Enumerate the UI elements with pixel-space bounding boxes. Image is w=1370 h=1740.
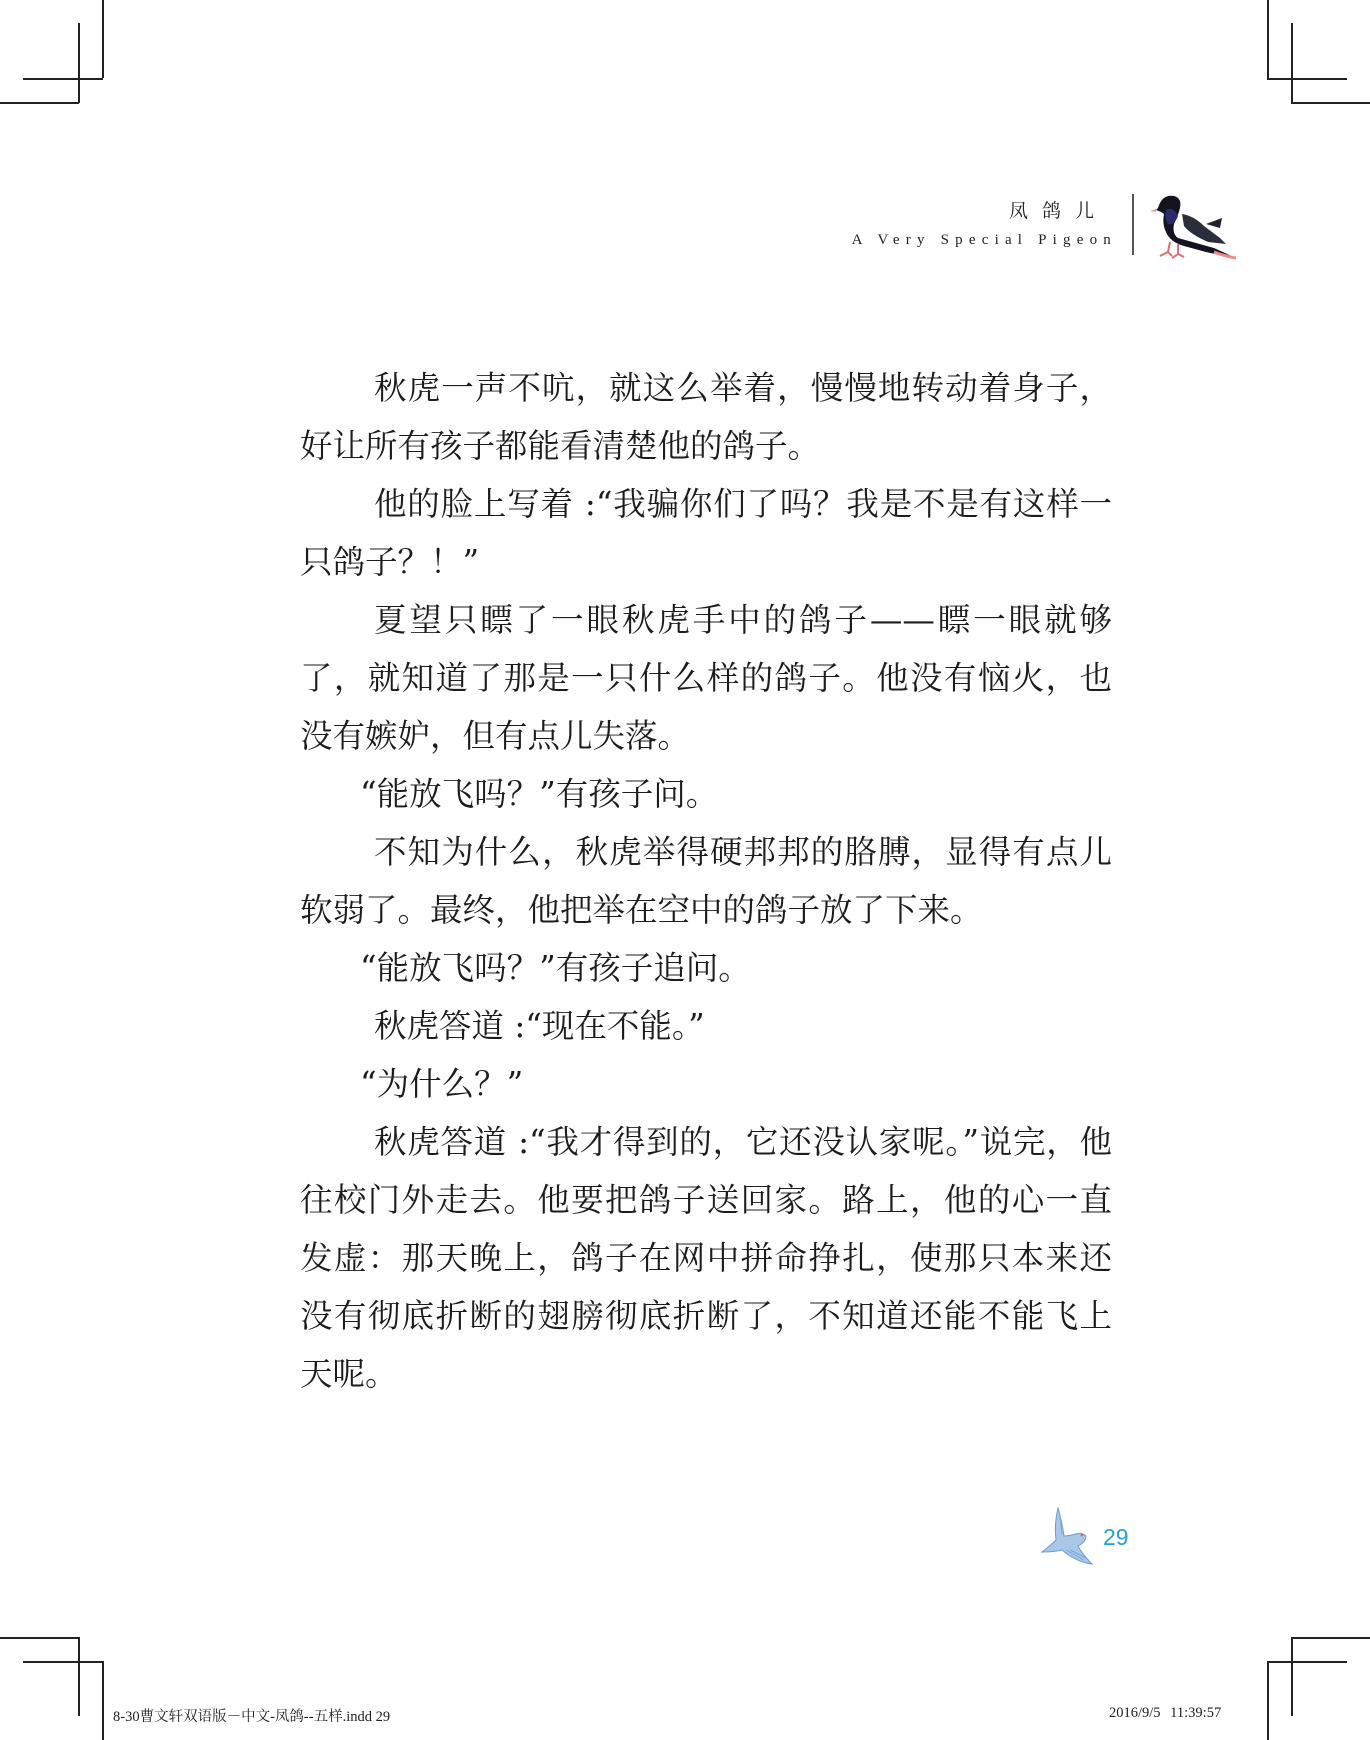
file-slug: 8-30曹文轩双语版－中文-凤鸽--五样.indd 29 bbox=[113, 1709, 391, 1725]
flying-bird-icon bbox=[1040, 1506, 1102, 1566]
paragraph: “能放飞吗？”有孩子问。 bbox=[360, 775, 719, 813]
paragraph: 秋虎答道 :“现在不能。” bbox=[374, 1007, 705, 1045]
paragraph: 秋虎答道 :“我才得到的，它还没认家呢。”说完，他往校门外走去。他要把鸽子送回家。路上，他的心一直发虚：那天晚上，鸽子在网中拼命挣扎，使那只本来还没有彻底折断的翅膀彻底折断了，不知道还能不能飞上天呢。 bbox=[300, 1123, 1112, 1393]
crop-mark bbox=[0, 1637, 79, 1639]
header-divider bbox=[1132, 194, 1134, 255]
paragraph: “能放飞吗？”有孩子追问。 bbox=[360, 949, 751, 987]
pigeon-icon bbox=[1144, 186, 1240, 262]
crop-mark bbox=[0, 102, 79, 104]
crop-mark bbox=[1291, 23, 1293, 103]
paragraph: 不知为什么，秋虎举得硬邦邦的胳膊，显得有点儿软弱了。最终，他把举在空中的鸽子放了下来。 bbox=[300, 833, 1112, 929]
crop-mark bbox=[102, 1661, 104, 1740]
crop-mark bbox=[1267, 1661, 1347, 1663]
paragraph: 秋虎一声不吭，就这么举着，慢慢地转动着身子，好让所有孩子都能看清楚他的鸽子。 bbox=[300, 369, 1112, 465]
crop-mark bbox=[1267, 1661, 1269, 1740]
crop-mark bbox=[23, 1661, 103, 1663]
paragraph: “为什么？” bbox=[360, 1065, 524, 1103]
paragraph: 他的脸上写着 :“我骗你们了吗？我是不是有这样一只鸽子？！” bbox=[300, 485, 1112, 581]
crop-mark bbox=[23, 78, 103, 80]
body-text bbox=[300, 359, 1112, 1403]
running-header-subtitle: A Very Special Pigeon bbox=[851, 232, 1117, 248]
crop-mark bbox=[78, 23, 80, 103]
crop-mark bbox=[1291, 1637, 1293, 1716]
crop-mark bbox=[102, 0, 104, 78]
crop-mark bbox=[1291, 1637, 1370, 1639]
crop-mark bbox=[1267, 0, 1269, 78]
crop-mark bbox=[1267, 78, 1347, 80]
running-header-title: 凤鸽儿 bbox=[1008, 200, 1108, 222]
timestamp: 2016/9/5 11:39:57 bbox=[1109, 1705, 1222, 1721]
paragraph: 夏望只瞟了一眼秋虎手中的鸽子——瞟一眼就够了，就知道了那是一只什么样的鸽子。他没有恼火，也没有嫉妒，但有点儿失落。 bbox=[300, 601, 1112, 755]
crop-mark bbox=[1291, 102, 1370, 104]
page-number: 29 bbox=[1103, 1524, 1129, 1550]
crop-mark bbox=[78, 1637, 80, 1716]
